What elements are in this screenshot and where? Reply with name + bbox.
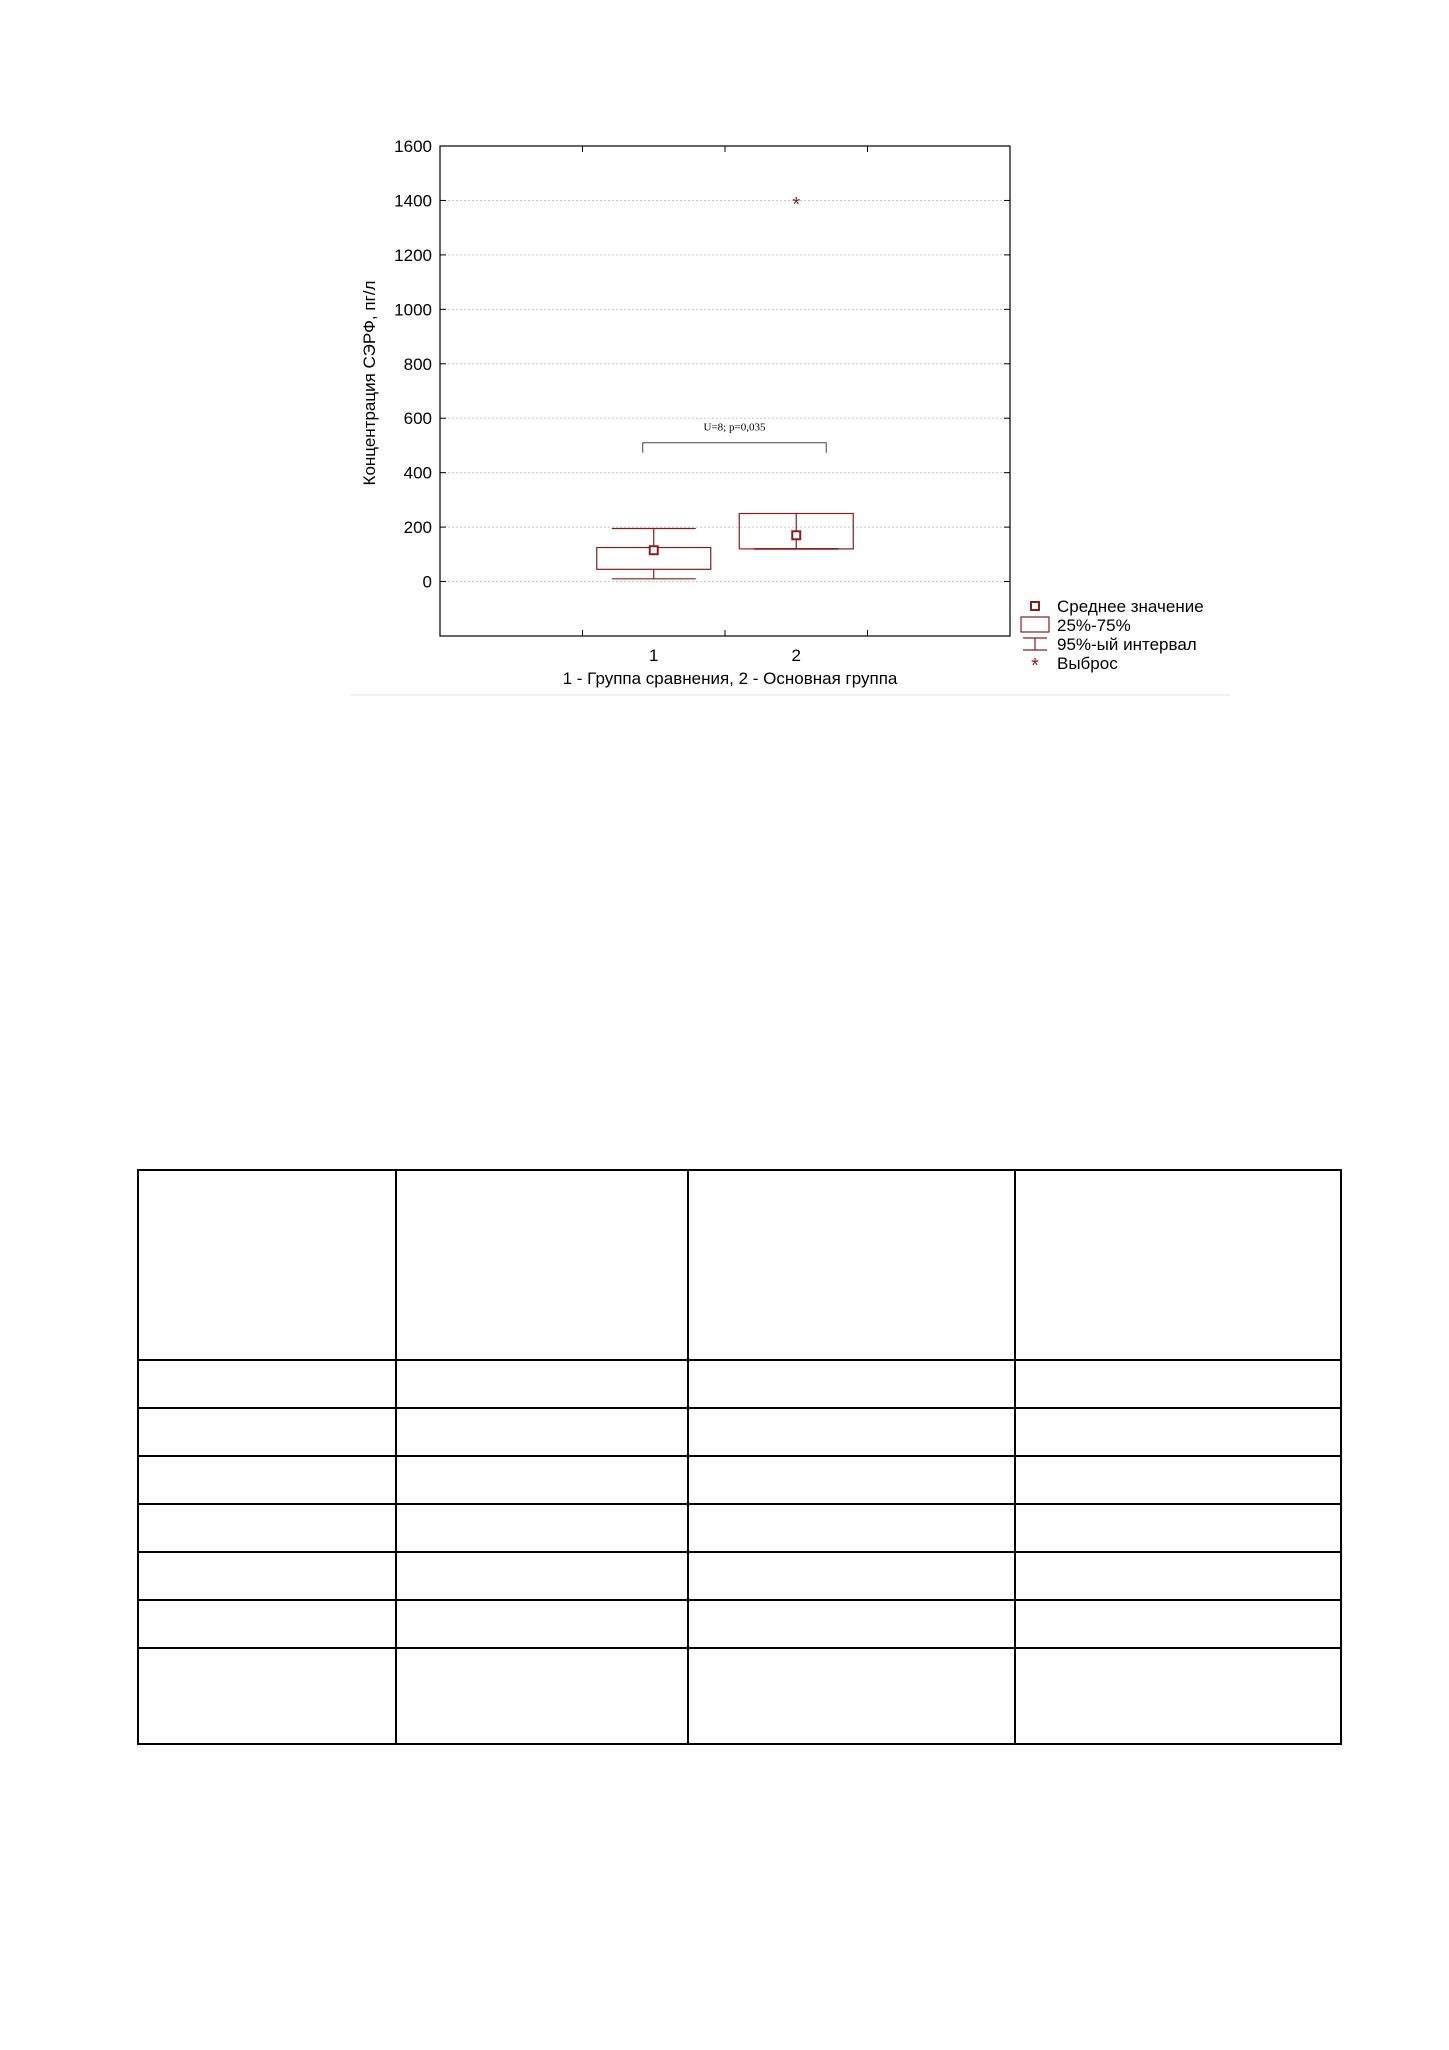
x-axis-label: 1 - Группа сравнения, 2 - Основная группа xyxy=(562,669,898,688)
table-row xyxy=(138,1408,1341,1456)
y-tick-label: 200 xyxy=(403,518,432,538)
table-cell xyxy=(1015,1552,1341,1600)
table-cell xyxy=(396,1360,688,1408)
table-cell xyxy=(688,1408,1015,1456)
table-body xyxy=(138,1170,1341,1744)
legend-mean-icon xyxy=(1031,602,1039,610)
table-cell xyxy=(138,1600,396,1648)
table-cell xyxy=(1015,1170,1341,1360)
legend-label: 95%-ый интервал xyxy=(1057,635,1197,654)
table-cell xyxy=(138,1408,396,1456)
y-tick-label: 400 xyxy=(403,463,432,483)
x-tick-label: 1 xyxy=(649,646,659,665)
table-cell xyxy=(1015,1648,1341,1744)
y-tick-label: 1200 xyxy=(394,245,432,265)
y-tick-label: 1000 xyxy=(394,300,432,320)
table-cell xyxy=(688,1600,1015,1648)
table-cell xyxy=(138,1456,396,1504)
table-cell xyxy=(1015,1408,1341,1456)
table-cell xyxy=(396,1648,688,1744)
table-cell xyxy=(396,1504,688,1552)
y-tick-label: 1400 xyxy=(394,191,432,211)
table-cell xyxy=(1015,1456,1341,1504)
table-cell xyxy=(396,1408,688,1456)
table-row xyxy=(138,1504,1341,1552)
table-header-row xyxy=(138,1170,1341,1360)
x-tick-label: 2 xyxy=(791,646,801,665)
y-tick-label: 1600 xyxy=(394,137,432,156)
boxplot-figure xyxy=(350,130,1230,700)
table-cell xyxy=(688,1504,1015,1552)
table-cell xyxy=(688,1648,1015,1744)
mean-marker xyxy=(650,546,658,554)
mean-marker xyxy=(792,531,800,539)
y-tick-label: 0 xyxy=(422,572,432,592)
y-axis-label: Концентрация СЭРФ, пг/л xyxy=(360,280,379,486)
table-cell xyxy=(688,1170,1015,1360)
table-cell xyxy=(396,1552,688,1600)
table-cell xyxy=(138,1360,396,1408)
table-cell xyxy=(138,1648,396,1744)
significance-label: U=8; p=0,035 xyxy=(703,421,766,434)
legend-outlier-icon: * xyxy=(1031,655,1039,677)
table-cell xyxy=(138,1552,396,1600)
legend-label: Среднее значение xyxy=(1057,597,1204,616)
table-row xyxy=(138,1648,1341,1744)
table-cell xyxy=(688,1360,1015,1408)
table-cell xyxy=(1015,1600,1341,1648)
table-row xyxy=(138,1456,1341,1504)
table-row xyxy=(138,1600,1341,1648)
table-cell xyxy=(1015,1360,1341,1408)
boxplot-chart xyxy=(350,130,1230,700)
table-cell xyxy=(396,1600,688,1648)
legend-label: 25%-75% xyxy=(1057,616,1131,635)
y-tick-label: 600 xyxy=(403,409,432,429)
table-cell xyxy=(688,1456,1015,1504)
table-cell xyxy=(138,1504,396,1552)
table-row xyxy=(138,1360,1341,1408)
table-cell xyxy=(396,1456,688,1504)
data-table xyxy=(137,1169,1342,1745)
table-cell xyxy=(1015,1504,1341,1552)
table-row xyxy=(138,1552,1341,1600)
table-cell xyxy=(688,1552,1015,1600)
table-cell xyxy=(138,1170,396,1360)
outlier-marker: * xyxy=(792,194,801,217)
legend-label: Выброс xyxy=(1057,654,1118,673)
y-tick-label: 800 xyxy=(403,354,432,374)
table-cell xyxy=(396,1170,688,1360)
